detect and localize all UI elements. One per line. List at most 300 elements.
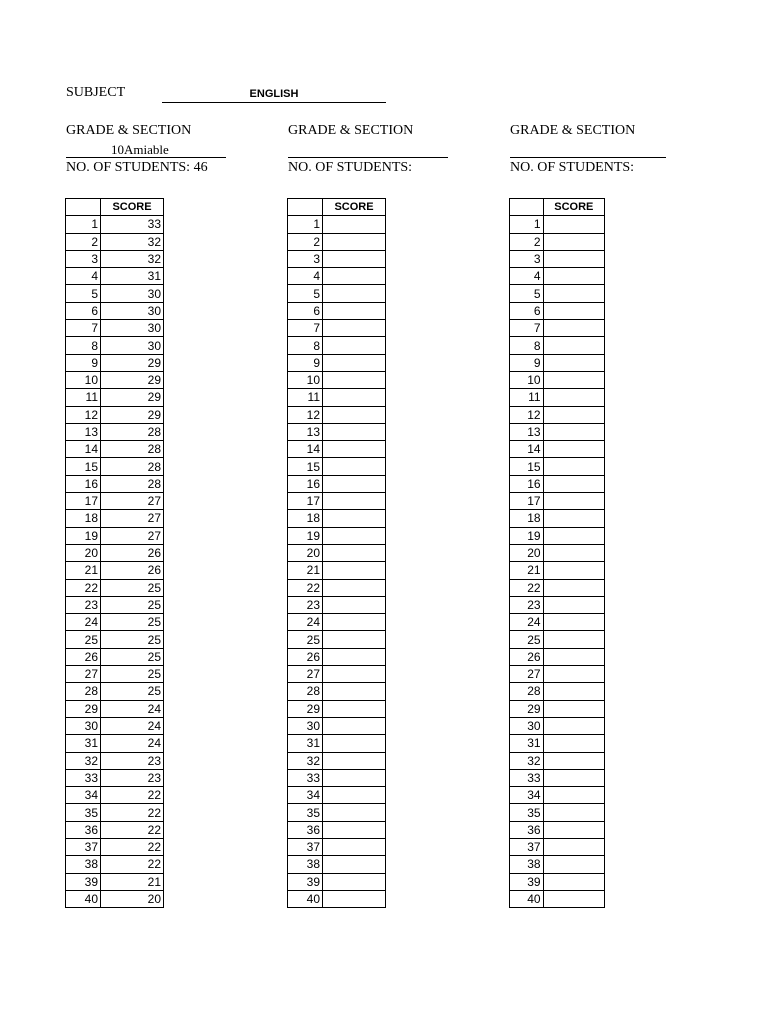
row-number: 40 xyxy=(510,890,544,907)
score-cell[interactable] xyxy=(543,735,604,752)
table-row xyxy=(510,821,605,838)
row-number: 25 xyxy=(510,631,544,648)
score-cell[interactable]: 29 xyxy=(101,354,164,371)
score-cell[interactable]: 25 xyxy=(101,579,164,596)
row-number: 36 xyxy=(66,821,101,838)
table-row xyxy=(510,700,605,717)
row-number: 12 xyxy=(66,406,101,423)
row-number: 37 xyxy=(66,838,101,855)
score-cell[interactable] xyxy=(543,423,604,440)
score-cell[interactable]: 27 xyxy=(101,527,164,544)
table-row xyxy=(288,562,386,579)
score-cell[interactable]: 25 xyxy=(101,648,164,665)
row-number: 21 xyxy=(66,562,101,579)
row-number-header xyxy=(288,199,323,216)
score-cell[interactable]: 25 xyxy=(101,683,164,700)
row-number: 28 xyxy=(288,683,323,700)
score-cell[interactable] xyxy=(323,769,386,786)
table-row xyxy=(288,769,386,786)
table-row xyxy=(510,544,605,561)
table-row xyxy=(288,700,386,717)
score-cell[interactable]: 20 xyxy=(101,890,164,907)
table-row xyxy=(510,838,605,855)
score-cell[interactable] xyxy=(323,216,386,233)
grade-section-label: GRADE & SECTION xyxy=(66,123,192,138)
row-number: 35 xyxy=(510,804,544,821)
score-cell[interactable] xyxy=(323,285,386,302)
score-cell[interactable] xyxy=(323,337,386,354)
table-row xyxy=(66,337,164,354)
score-cell[interactable]: 29 xyxy=(101,389,164,406)
table-row xyxy=(66,233,164,250)
row-number: 22 xyxy=(66,579,101,596)
score-cell[interactable] xyxy=(323,752,386,769)
score-cell[interactable] xyxy=(543,320,604,337)
row-number: 8 xyxy=(510,337,544,354)
score-cell[interactable] xyxy=(323,527,386,544)
row-number: 13 xyxy=(66,423,101,440)
row-number: 38 xyxy=(510,856,544,873)
score-cell[interactable] xyxy=(323,666,386,683)
score-cell[interactable]: 26 xyxy=(101,544,164,561)
table-row xyxy=(288,250,386,267)
score-cell[interactable] xyxy=(323,493,386,510)
score-cell[interactable]: 21 xyxy=(101,873,164,890)
table-row xyxy=(288,873,386,890)
score-cell[interactable] xyxy=(543,838,604,855)
score-table-1 xyxy=(65,198,164,908)
row-number: 36 xyxy=(510,821,544,838)
row-number: 23 xyxy=(510,596,544,613)
row-number: 21 xyxy=(510,562,544,579)
score-cell[interactable] xyxy=(323,320,386,337)
row-number: 22 xyxy=(510,579,544,596)
row-number: 1 xyxy=(66,216,101,233)
score-cell[interactable] xyxy=(543,458,604,475)
table-row xyxy=(510,856,605,873)
score-cell[interactable]: 22 xyxy=(101,838,164,855)
table-row xyxy=(288,233,386,250)
score-cell[interactable] xyxy=(543,441,604,458)
score-cell[interactable]: 22 xyxy=(101,804,164,821)
score-cell[interactable] xyxy=(323,389,386,406)
table-row xyxy=(66,354,164,371)
table-row xyxy=(510,250,605,267)
grade-section-label: GRADE & SECTION xyxy=(510,123,636,138)
score-cell[interactable] xyxy=(543,527,604,544)
table-row xyxy=(288,752,386,769)
row-number: 11 xyxy=(66,389,101,406)
table-row xyxy=(288,493,386,510)
score-cell[interactable] xyxy=(323,475,386,492)
score-cell[interactable]: 24 xyxy=(101,717,164,734)
row-number-header xyxy=(66,199,101,216)
score-cell[interactable] xyxy=(323,717,386,734)
score-cell[interactable]: 23 xyxy=(101,752,164,769)
row-number: 30 xyxy=(288,717,323,734)
score-cell[interactable]: 24 xyxy=(101,700,164,717)
score-cell[interactable]: 30 xyxy=(101,320,164,337)
row-number: 39 xyxy=(288,873,323,890)
score-cell[interactable]: 29 xyxy=(101,406,164,423)
score-cell[interactable] xyxy=(543,302,604,319)
score-cell[interactable]: 30 xyxy=(101,285,164,302)
table-row xyxy=(510,873,605,890)
score-cell[interactable]: 30 xyxy=(101,337,164,354)
row-number: 3 xyxy=(66,250,101,267)
score-cell[interactable] xyxy=(323,787,386,804)
score-cell[interactable]: 30 xyxy=(101,302,164,319)
row-number: 24 xyxy=(66,614,101,631)
row-number: 29 xyxy=(288,700,323,717)
table-row xyxy=(288,527,386,544)
score-cell[interactable] xyxy=(543,510,604,527)
score-cell[interactable] xyxy=(323,735,386,752)
score-cell[interactable] xyxy=(323,873,386,890)
table-row xyxy=(66,821,164,838)
score-cell[interactable] xyxy=(323,631,386,648)
row-number: 8 xyxy=(288,337,323,354)
score-cell[interactable]: 25 xyxy=(101,631,164,648)
score-cell[interactable] xyxy=(543,752,604,769)
table-row xyxy=(510,769,605,786)
table-row xyxy=(66,700,164,717)
table-row xyxy=(66,510,164,527)
table-row xyxy=(510,666,605,683)
row-number: 27 xyxy=(288,666,323,683)
table-row xyxy=(288,302,386,319)
table-row xyxy=(288,406,386,423)
table-row xyxy=(288,268,386,285)
table-row xyxy=(66,787,164,804)
row-number: 26 xyxy=(510,648,544,665)
row-number: 40 xyxy=(66,890,101,907)
table-row xyxy=(288,216,386,233)
score-cell[interactable] xyxy=(543,717,604,734)
row-number: 4 xyxy=(288,268,323,285)
table-row xyxy=(288,389,386,406)
score-cell[interactable]: 32 xyxy=(101,250,164,267)
score-cell[interactable]: 28 xyxy=(101,475,164,492)
table-row xyxy=(66,493,164,510)
row-number: 19 xyxy=(288,527,323,544)
row-number: 34 xyxy=(66,787,101,804)
row-number: 4 xyxy=(510,268,544,285)
score-cell[interactable] xyxy=(323,354,386,371)
score-cell[interactable]: 22 xyxy=(101,787,164,804)
table-row xyxy=(510,268,605,285)
score-cell[interactable] xyxy=(323,406,386,423)
score-table-3 xyxy=(509,198,605,908)
score-cell[interactable] xyxy=(543,233,604,250)
score-cell[interactable] xyxy=(543,354,604,371)
score-cell[interactable]: 25 xyxy=(101,666,164,683)
score-cell[interactable] xyxy=(323,838,386,855)
row-number: 14 xyxy=(288,441,323,458)
row-number: 28 xyxy=(66,683,101,700)
score-cell[interactable] xyxy=(323,458,386,475)
score-cell[interactable] xyxy=(323,700,386,717)
row-number: 37 xyxy=(510,838,544,855)
score-cell[interactable] xyxy=(323,302,386,319)
score-cell[interactable]: 32 xyxy=(101,233,164,250)
score-cell[interactable] xyxy=(323,371,386,388)
section-3-header xyxy=(510,123,666,176)
score-cell[interactable] xyxy=(543,856,604,873)
row-number: 34 xyxy=(288,787,323,804)
grade-section-value[interactable] xyxy=(288,142,448,158)
row-number: 2 xyxy=(288,233,323,250)
row-number: 29 xyxy=(66,700,101,717)
score-cell[interactable] xyxy=(323,579,386,596)
row-number: 9 xyxy=(66,354,101,371)
row-number: 40 xyxy=(288,890,323,907)
score-cell[interactable] xyxy=(323,510,386,527)
table-row xyxy=(510,562,605,579)
table-row xyxy=(66,752,164,769)
table-row xyxy=(510,890,605,907)
score-cell[interactable] xyxy=(323,648,386,665)
score-cell[interactable]: 22 xyxy=(101,821,164,838)
score-cell[interactable] xyxy=(543,666,604,683)
table-row xyxy=(510,579,605,596)
row-number: 7 xyxy=(510,320,544,337)
table-row xyxy=(288,544,386,561)
row-number: 19 xyxy=(510,527,544,544)
table-row xyxy=(66,268,164,285)
table-row xyxy=(288,821,386,838)
score-cell[interactable] xyxy=(543,700,604,717)
row-number: 9 xyxy=(510,354,544,371)
row-number: 38 xyxy=(66,856,101,873)
score-cell[interactable] xyxy=(543,648,604,665)
score-cell[interactable] xyxy=(323,821,386,838)
row-number: 18 xyxy=(288,510,323,527)
row-number: 23 xyxy=(288,596,323,613)
grade-section-label: GRADE & SECTION xyxy=(288,123,414,138)
table-row xyxy=(510,787,605,804)
row-number: 10 xyxy=(66,371,101,388)
score-cell[interactable]: 24 xyxy=(101,735,164,752)
row-number: 12 xyxy=(510,406,544,423)
score-cell[interactable] xyxy=(543,596,604,613)
table-row xyxy=(288,337,386,354)
score-cell[interactable]: 33 xyxy=(101,216,164,233)
score-cell[interactable]: 28 xyxy=(101,458,164,475)
score-cell[interactable] xyxy=(543,406,604,423)
table-row xyxy=(288,423,386,440)
grade-section-value[interactable] xyxy=(510,142,666,158)
table-row xyxy=(66,441,164,458)
row-number: 16 xyxy=(288,475,323,492)
score-cell[interactable] xyxy=(543,389,604,406)
score-cell[interactable] xyxy=(323,441,386,458)
table-row xyxy=(66,769,164,786)
score-cell[interactable]: 28 xyxy=(101,441,164,458)
table-row xyxy=(66,648,164,665)
score-cell[interactable] xyxy=(543,268,604,285)
row-number: 7 xyxy=(66,320,101,337)
table-row xyxy=(66,250,164,267)
score-header: SCORE xyxy=(101,199,164,216)
row-number: 2 xyxy=(510,233,544,250)
row-number: 29 xyxy=(510,700,544,717)
score-cell[interactable] xyxy=(543,337,604,354)
table-row xyxy=(288,354,386,371)
score-cell[interactable] xyxy=(543,493,604,510)
score-table-2 xyxy=(287,198,386,908)
row-number: 26 xyxy=(288,648,323,665)
table-row xyxy=(510,475,605,492)
score-cell[interactable] xyxy=(323,683,386,700)
table-row xyxy=(510,302,605,319)
row-number: 20 xyxy=(510,544,544,561)
table-row xyxy=(288,683,386,700)
row-number: 28 xyxy=(510,683,544,700)
table-row xyxy=(66,666,164,683)
table-row xyxy=(288,510,386,527)
table-row xyxy=(66,475,164,492)
row-number: 11 xyxy=(288,389,323,406)
score-cell[interactable]: 31 xyxy=(101,268,164,285)
score-cell[interactable]: 29 xyxy=(101,371,164,388)
table-row xyxy=(510,752,605,769)
score-cell[interactable] xyxy=(543,787,604,804)
score-cell[interactable]: 28 xyxy=(101,423,164,440)
score-cell[interactable] xyxy=(543,371,604,388)
score-cell[interactable] xyxy=(323,596,386,613)
table-row xyxy=(66,406,164,423)
score-cell[interactable]: 23 xyxy=(101,769,164,786)
row-number: 19 xyxy=(66,527,101,544)
row-number: 17 xyxy=(510,493,544,510)
row-number: 24 xyxy=(288,614,323,631)
score-cell[interactable] xyxy=(543,544,604,561)
score-cell[interactable] xyxy=(543,250,604,267)
table-row xyxy=(510,423,605,440)
score-cell[interactable] xyxy=(543,579,604,596)
row-number: 37 xyxy=(288,838,323,855)
table-row xyxy=(288,371,386,388)
table-row xyxy=(288,856,386,873)
score-cell[interactable]: 27 xyxy=(101,493,164,510)
row-number: 9 xyxy=(288,354,323,371)
row-number: 10 xyxy=(288,371,323,388)
score-cell[interactable] xyxy=(543,769,604,786)
score-cell[interactable] xyxy=(323,804,386,821)
row-number: 33 xyxy=(510,769,544,786)
row-number: 32 xyxy=(66,752,101,769)
row-number: 6 xyxy=(288,302,323,319)
score-cell[interactable] xyxy=(323,890,386,907)
score-cell[interactable] xyxy=(543,890,604,907)
table-row xyxy=(510,683,605,700)
table-row xyxy=(288,717,386,734)
score-cell[interactable] xyxy=(323,250,386,267)
row-number: 31 xyxy=(288,735,323,752)
score-cell[interactable]: 27 xyxy=(101,510,164,527)
table-row xyxy=(66,631,164,648)
table-row xyxy=(66,596,164,613)
row-number: 3 xyxy=(288,250,323,267)
table-row xyxy=(66,717,164,734)
row-number: 25 xyxy=(66,631,101,648)
score-cell[interactable] xyxy=(543,216,604,233)
score-cell[interactable] xyxy=(323,614,386,631)
row-number: 20 xyxy=(288,544,323,561)
score-cell[interactable] xyxy=(543,821,604,838)
score-cell[interactable] xyxy=(323,544,386,561)
row-number: 17 xyxy=(66,493,101,510)
row-number: 2 xyxy=(66,233,101,250)
row-number: 21 xyxy=(288,562,323,579)
table-row xyxy=(66,527,164,544)
score-cell[interactable] xyxy=(543,475,604,492)
score-cell[interactable] xyxy=(323,268,386,285)
row-number: 32 xyxy=(288,752,323,769)
row-number: 15 xyxy=(66,458,101,475)
table-row xyxy=(66,371,164,388)
table-row xyxy=(510,596,605,613)
score-cell[interactable] xyxy=(543,614,604,631)
row-number: 30 xyxy=(66,717,101,734)
row-number: 30 xyxy=(510,717,544,734)
row-number: 20 xyxy=(66,544,101,561)
score-cell[interactable] xyxy=(543,873,604,890)
table-row xyxy=(510,441,605,458)
table-row xyxy=(288,648,386,665)
row-number: 22 xyxy=(288,579,323,596)
row-number: 27 xyxy=(66,666,101,683)
score-header: SCORE xyxy=(323,199,386,216)
grade-section-value[interactable]: 10Amiable xyxy=(66,142,226,158)
row-number: 1 xyxy=(510,216,544,233)
score-cell[interactable] xyxy=(543,804,604,821)
table-row xyxy=(66,683,164,700)
table-row xyxy=(288,320,386,337)
table-row xyxy=(288,666,386,683)
row-number: 39 xyxy=(66,873,101,890)
score-cell[interactable] xyxy=(543,631,604,648)
score-cell[interactable] xyxy=(543,683,604,700)
table-row xyxy=(66,579,164,596)
score-cell[interactable]: 25 xyxy=(101,614,164,631)
row-number: 15 xyxy=(288,458,323,475)
table-row xyxy=(288,475,386,492)
score-cell[interactable]: 26 xyxy=(101,562,164,579)
row-number: 31 xyxy=(66,735,101,752)
score-cell[interactable]: 22 xyxy=(101,856,164,873)
score-cell[interactable] xyxy=(323,856,386,873)
subject-value-field[interactable]: ENGLISH xyxy=(162,86,386,103)
score-cell[interactable]: 25 xyxy=(101,596,164,613)
table-row xyxy=(288,458,386,475)
students-count-label: NO. OF STUDENTS: 46 xyxy=(66,160,208,175)
score-cell[interactable] xyxy=(323,423,386,440)
table-row xyxy=(510,371,605,388)
score-cell[interactable] xyxy=(543,562,604,579)
row-number: 16 xyxy=(66,475,101,492)
row-number: 16 xyxy=(510,475,544,492)
score-cell[interactable] xyxy=(323,562,386,579)
score-cell[interactable] xyxy=(323,233,386,250)
score-cell[interactable] xyxy=(543,285,604,302)
table-row xyxy=(510,389,605,406)
row-number: 24 xyxy=(510,614,544,631)
table-row xyxy=(66,856,164,873)
table-header-row xyxy=(288,199,386,216)
table-row xyxy=(66,804,164,821)
